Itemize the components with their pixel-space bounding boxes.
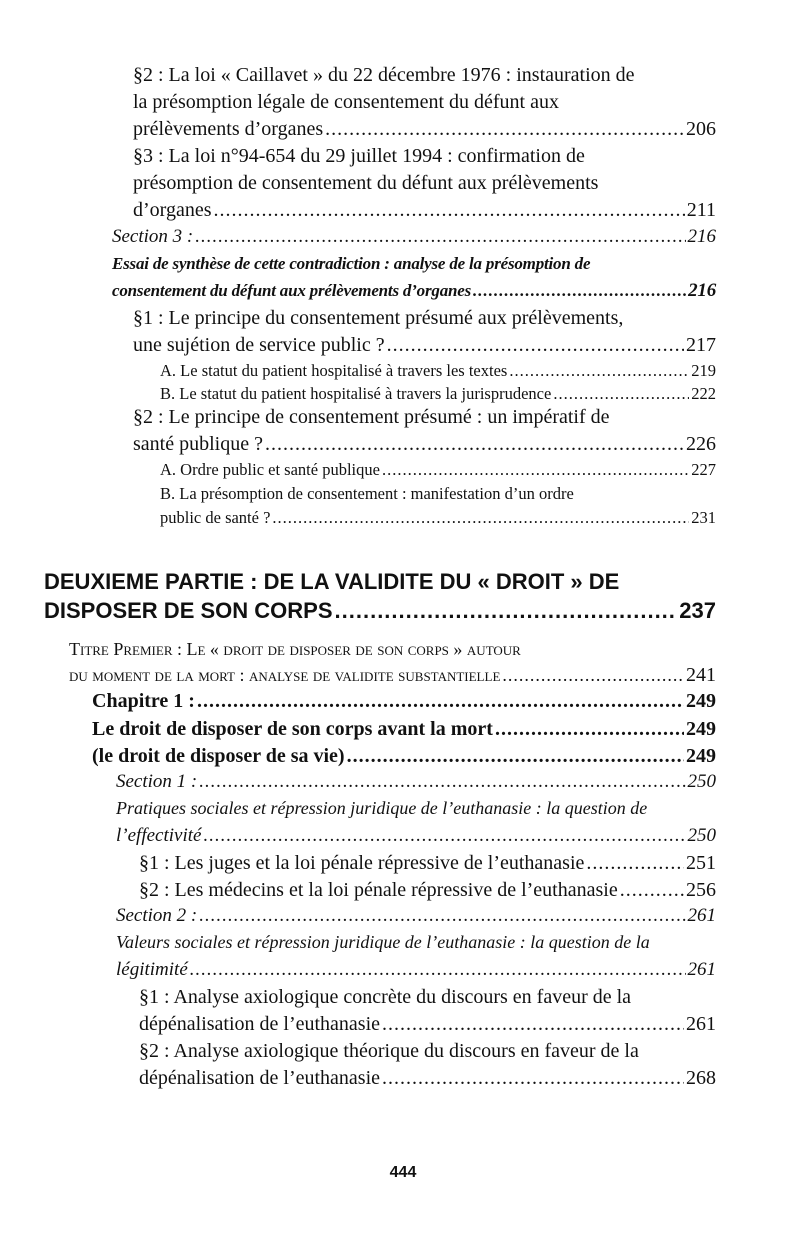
entry-title: B. Le statut du patient hospitalisé à travers la jurisprudence xyxy=(160,384,552,403)
toc-entry xyxy=(133,433,716,456)
entry-page: 250 xyxy=(687,771,716,792)
toc-entry-chapter xyxy=(92,690,716,713)
entry-page: 216 xyxy=(688,280,716,301)
dot-leader xyxy=(387,334,684,357)
dot-leader xyxy=(382,460,689,480)
entry-title: dépénalisation de l’euthanasie xyxy=(139,1013,381,1035)
toc-entry-section-title xyxy=(116,825,716,847)
entry-page: 249 xyxy=(686,745,716,767)
entry-page: 227 xyxy=(691,460,716,479)
page-number: 444 xyxy=(389,1164,417,1181)
dot-leader xyxy=(382,1067,684,1090)
entry-page: 211 xyxy=(686,199,716,221)
entry-page: 268 xyxy=(686,1067,716,1089)
entry-title: prélèvements d’organes xyxy=(133,118,324,140)
entry-page: 206 xyxy=(686,118,716,140)
entry-title: §2 : Les médecins et la loi pénale répressive de l’euthanasie xyxy=(139,879,618,901)
entry-page: 249 xyxy=(686,690,716,712)
entry-page: 256 xyxy=(686,879,716,901)
entry-page: 216 xyxy=(687,226,716,247)
dot-leader xyxy=(199,771,685,793)
dot-leader xyxy=(586,852,684,875)
dot-leader xyxy=(382,1013,684,1036)
toc-entry-section-title xyxy=(112,280,716,302)
entry-title: Chapitre 1 : xyxy=(92,690,195,712)
dot-leader xyxy=(335,598,678,624)
entry-page: 251 xyxy=(686,852,716,874)
entry-title: Section 3 : xyxy=(112,226,194,247)
toc-entry xyxy=(133,199,716,222)
entry-page: 222 xyxy=(691,384,716,403)
entry-page: 237 xyxy=(679,598,716,623)
dot-leader xyxy=(214,199,685,222)
toc-entry xyxy=(139,879,716,902)
toc-entry-section xyxy=(116,771,716,793)
toc-entry-sub xyxy=(160,361,716,381)
entry-title: l’effectivité xyxy=(116,825,202,846)
toc-entry-chapter xyxy=(92,745,716,768)
dot-leader xyxy=(265,433,684,456)
entry-page: 217 xyxy=(686,334,716,356)
dot-leader xyxy=(347,745,684,768)
toc-entry xyxy=(133,334,716,357)
toc-entry-sub xyxy=(160,384,716,404)
dot-leader xyxy=(553,384,689,404)
dot-leader xyxy=(197,690,684,713)
dot-leader xyxy=(203,825,685,847)
dot-leader xyxy=(199,905,685,927)
entry-title: public de santé ? xyxy=(160,508,271,527)
entry-page: 249 xyxy=(686,718,716,740)
dot-leader xyxy=(495,718,684,741)
toc-entry-section xyxy=(112,226,716,248)
toc-entry-chapter xyxy=(92,718,716,741)
entry-page: 219 xyxy=(691,361,716,380)
title-heading: Titre Premier : Le « droit de disposer de son corps » autour xyxy=(69,639,521,659)
entry-title: légitimité xyxy=(116,959,188,980)
entry-title: santé publique ? xyxy=(133,433,263,455)
dot-leader xyxy=(195,226,685,248)
toc-line-section-title: Pratiques sociales et répression juridique de l’euthanasie : la question de xyxy=(116,798,648,818)
toc-line-sub: B. La présomption de consentement : manifestation d’un ordre xyxy=(160,484,574,503)
toc-entry-title xyxy=(69,664,716,687)
entry-title: du moment de la mort : analyse de validite substantielle xyxy=(69,665,501,685)
entry-title: (le droit de disposer de sa vie) xyxy=(92,745,345,767)
toc-entry-sub xyxy=(160,508,716,528)
toc-line: §2 : La loi « Caillavet » du 22 décembre 1976 : instauration de xyxy=(133,64,635,86)
entry-page: 261 xyxy=(687,905,716,926)
toc-line: §2 : Analyse axiologique théorique du discours en faveur de la xyxy=(139,1040,639,1062)
toc-entry-part xyxy=(44,598,716,624)
entry-page: 241 xyxy=(686,664,716,686)
toc-entry xyxy=(139,1067,716,1090)
entry-title: §1 : Les juges et la loi pénale répressive de l’euthanasie xyxy=(139,852,585,874)
entry-page: 226 xyxy=(686,433,716,455)
toc-line: présomption de consentement du défunt aux prélèvements xyxy=(133,172,599,194)
entry-title: A. Ordre public et santé publique xyxy=(160,460,380,479)
toc-line-section-title: Valeurs sociales et répression juridique de l’euthanasie : la question de la xyxy=(116,932,650,952)
toc-entry-section-title xyxy=(116,959,716,981)
toc-line: §2 : Le principe de consentement présumé : un impératif de xyxy=(133,406,610,428)
entry-title: Section 1 : xyxy=(116,771,198,792)
dot-leader xyxy=(620,879,684,902)
entry-title: consentement du défunt aux prélèvements d’organes xyxy=(112,281,472,300)
toc-line-section-title: Essai de synthèse de cette contradiction : analyse de la présomption de xyxy=(112,254,591,273)
entry-title: DISPOSER DE SON CORPS xyxy=(44,598,333,623)
entry-title: d’organes xyxy=(133,199,212,221)
dot-leader xyxy=(502,665,684,686)
toc-entry xyxy=(139,1013,716,1036)
dot-leader xyxy=(473,281,686,301)
toc-entry xyxy=(139,852,716,875)
toc-entry-section xyxy=(116,905,716,927)
toc-line: §1 : Analyse axiologique concrète du discours en faveur de la xyxy=(139,986,632,1008)
entry-page: 250 xyxy=(687,825,716,846)
part-heading: DEUXIEME PARTIE : DE LA VALIDITE DU « DROIT » DE xyxy=(44,569,620,594)
toc-line: §1 : Le principe du consentement présumé aux prélèvements, xyxy=(133,307,624,329)
entry-title: Section 2 : xyxy=(116,905,198,926)
toc-line: la présomption légale de consentement du défunt aux xyxy=(133,91,559,113)
entry-title: dépénalisation de l’euthanasie xyxy=(139,1067,381,1089)
dot-leader xyxy=(325,118,684,141)
entry-title: A. Le statut du patient hospitalisé à travers les textes xyxy=(160,361,508,380)
entry-title: Le droit de disposer de son corps avant la mort xyxy=(92,718,493,740)
dot-leader xyxy=(272,508,689,528)
toc-entry-sub xyxy=(160,460,716,480)
entry-page: 261 xyxy=(686,1013,716,1035)
entry-page: 231 xyxy=(691,508,716,527)
dot-leader xyxy=(509,361,689,381)
entry-page: 261 xyxy=(687,959,716,980)
entry-title: une sujétion de service public ? xyxy=(133,334,385,356)
toc-entry xyxy=(133,118,716,141)
dot-leader xyxy=(190,959,686,981)
toc-line: §3 : La loi n°94-654 du 29 juillet 1994 : confirmation de xyxy=(133,145,585,167)
